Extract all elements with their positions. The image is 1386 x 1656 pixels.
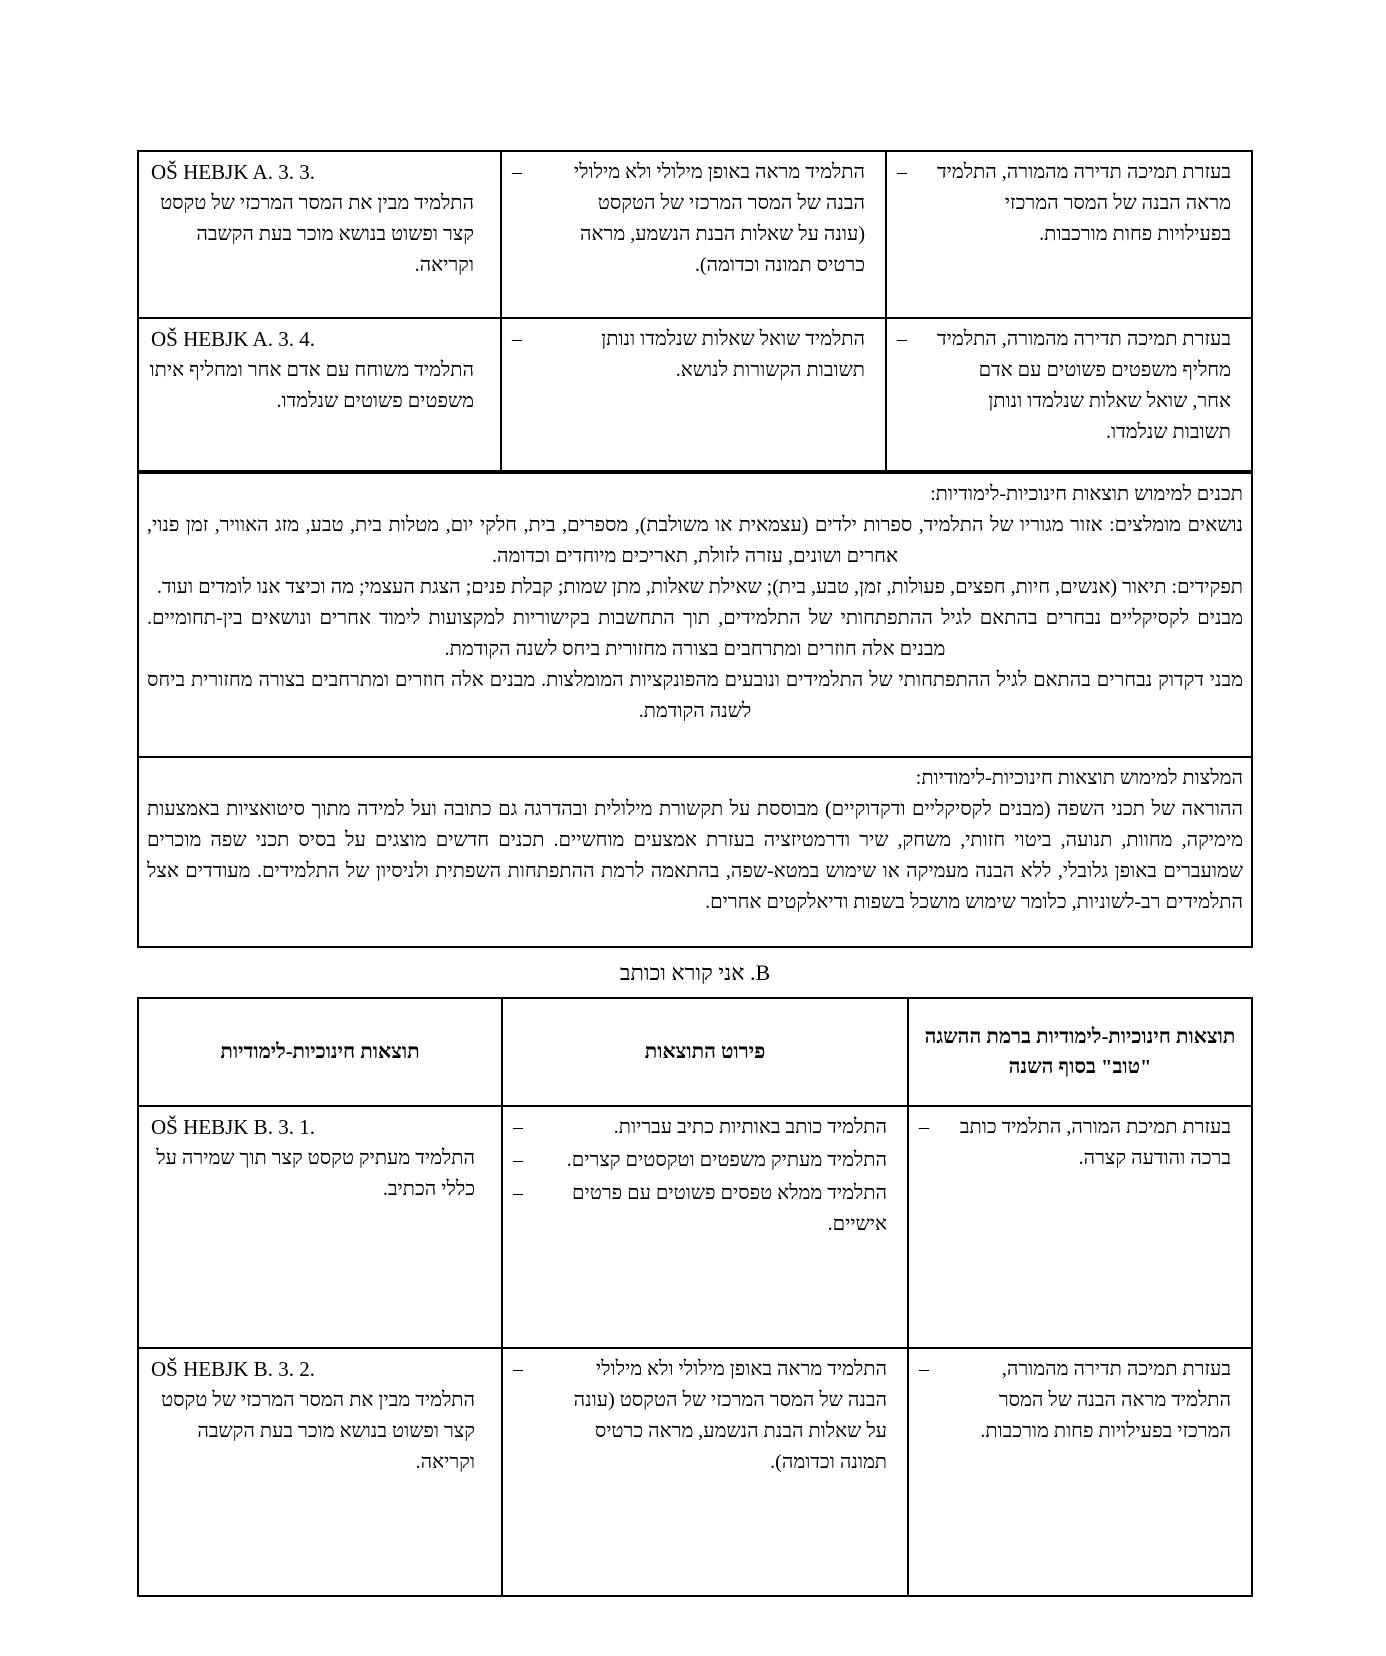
good-level-cell [907, 1107, 1251, 1347]
list-item [502, 155, 885, 281]
detail-text: התלמיד מעתיק משפטים וטקסטים קצרים. [566, 1149, 887, 1171]
details-cell [501, 1107, 907, 1347]
outcome-cell [139, 152, 500, 317]
contents-paragraph: מבני דקדוק נבחרים בהתאם לגיל ההתפתחותי של התלמידים ונובעים מהפונקציות המומלצות. מבנים אלה חוזרים ומתרחבים בצורה מחזורית ביחס לשנה הקודמת. [147, 669, 1243, 722]
column-header-outcomes: תוצאות חינוכיות-לימודיות [220, 1041, 420, 1063]
good-level-text: בעזרת תמיכה תדירה מהמורה, התלמיד מחליף משפטים פשוטים עם אדם אחר, שואל שאלות שנלמדו ונותן תשובות שנלמדו. [937, 328, 1231, 443]
dash-bullet: – [919, 1358, 929, 1380]
detail-text: התלמיד מראה באופן מילולי ולא מילולי הבנה של המסר המרכזי של הטקסט (עונה על שאלות הבנת הנשמע, מראה כרטיס תמונה וכדומה). [573, 1358, 887, 1473]
outcome-code: OŠ HEBJK A. 3. 4. [151, 327, 315, 351]
outcomes-table-b [137, 997, 1253, 1597]
recommendations-paragraph: ההוראה של תכני השפה (מבנים לקסיקליים ודקדוקיים) מבוססת על תקשורת מילולית ובהדרגה גם כתובה ועל למידה מתוך סיטואציות באמצעות מימיקה, מחוות, תנועה, ביטוי חזותי, משחק, שיר ודרמטיזציה בעזרת אמצעים מוחשיים. תכנים חדשים מוצגים על בסיס תכני שפה מוכרים שמועברים באופן גלובלי, ללא הבנה מעמיקה או שימוש במטא-שפה, בהתאמה לרמת ההתפתחות השפתית ולניסיון של התלמידים. מעודדים אצל התלמידים רב-לשוניות, כלומר שימוש מושכל בשפות ודיאלקטים אחרים. [147, 798, 1243, 913]
dash-bullet: – [513, 1182, 523, 1204]
dash-bullet: – [513, 1116, 523, 1138]
dash-bullet: – [512, 328, 522, 350]
good-level-text: בעזרת תמיכת המורה, התלמיד כותב ברכה והודעה קצרה. [959, 1116, 1231, 1169]
recommendations-heading: המלצות למימוש תוצאות חינוכיות-לימודיות: [915, 767, 1243, 789]
dash-bullet: – [513, 1149, 523, 1171]
dash-bullet: – [897, 161, 907, 183]
good-level-cell [907, 1349, 1251, 1595]
detail-text: התלמיד מראה באופן מילולי ולא מילולי הבנה של המסר המרכזי של הטקסט (עונה על שאלות הבנת הנשמע, מראה כרטיס תמונה וכדומה). [573, 161, 865, 276]
outcome-text: התלמיד מעתיק טקסט קצר תוך שמירה על כללי הכתיב. [156, 1147, 475, 1200]
good-level-text: בעזרת תמיכה תדירה מהמורה, התלמיד מראה הבנה של המסר המרכזי בפעילויות פחות מורכבות. [980, 1358, 1231, 1442]
table-header-row [139, 999, 1251, 1105]
outcome-cell [139, 1349, 501, 1595]
good-level-text: בעזרת תמיכה תדירה מהמורה, התלמיד מראה הבנה של המסר המרכזי בפעילויות פחות מורכבות. [937, 161, 1231, 245]
good-level-cell [885, 319, 1251, 470]
recommendations-section [139, 756, 1251, 946]
list-item [502, 322, 885, 386]
outcomes-table-a [137, 150, 1253, 948]
outcome-code: OŠ HEBJK B. 3. 1. [151, 1115, 315, 1139]
contents-heading: תכנים למימוש תוצאות חינוכיות-לימודיות: [930, 483, 1243, 505]
contents-section [139, 470, 1251, 756]
details-cell [501, 1349, 907, 1595]
dash-bullet: – [897, 328, 907, 350]
table-row-b31 [139, 1105, 1251, 1347]
list-item [887, 155, 1251, 250]
outcome-text: התלמיד משוחח עם אדם אחר ומחליף איתו משפטים פשוטים שנלמדו. [149, 359, 474, 412]
table-row-b32 [139, 1347, 1251, 1595]
detail-text: התלמיד ממלא טפסים פשוטים עם פרטים אישיים. [572, 1182, 887, 1235]
list-item [503, 1176, 907, 1240]
details-cell [500, 152, 885, 317]
column-header-details: פירוט התוצאות [501, 999, 907, 1105]
list-item [503, 1110, 907, 1143]
list-item [909, 1110, 1251, 1174]
list-item [909, 1352, 1251, 1447]
outcome-code: OŠ HEBJK A. 3. 3. [151, 160, 315, 184]
dash-bullet: – [919, 1116, 929, 1138]
list-item [503, 1352, 907, 1478]
outcome-code: OŠ HEBJK B. 3. 2. [151, 1357, 315, 1381]
outcome-text: התלמיד מבין את המסר המרכזי של טקסט קצר ופשוט בנושא מוכר בעת הקשבה וקריאה. [161, 1389, 475, 1473]
outcome-text: התלמיד מבין את המסר המרכזי של טקסט קצר ופשוט בנושא מוכר בעת הקשבה וקריאה. [160, 192, 474, 276]
good-level-cell [885, 152, 1251, 317]
outcome-cell [139, 1107, 501, 1347]
section-b-title: B. אני קורא וכותב [619, 959, 771, 985]
list-item [503, 1143, 907, 1176]
list-item [887, 322, 1251, 448]
outcome-cell [139, 319, 500, 470]
column-header-good-level: תוצאות חינוכיות-לימודיות ברמת ההשגה "טוב" בסוף השנה [907, 999, 1251, 1105]
dash-bullet: – [513, 1358, 523, 1380]
dash-bullet: – [512, 161, 522, 183]
contents-paragraph: תפקידים: תיאור (אנשים, חיות, חפצים, פעולות, זמן, טבע, בית); שאילת שאלות, מתן שמות; קבלת פנים; הצגת העצמי; מה וכיצד אנו לומדים ועוד. [156, 576, 1243, 598]
contents-paragraph: מבנים לקסיקליים נבחרים בהתאם לגיל ההתפתחותי של התלמידים, תוך התחשבות בקישוריות למקצועות לימוד אחרים ונושאים בין-תחומיים. מבנים אלה חוזרים ומתרחבים בצורה מחזורית ביחס לשנה הקודמת. [147, 607, 1243, 660]
detail-text: התלמיד שואל שאלות שנלמדו ונותן תשובות הקשורות לנושא. [601, 328, 865, 381]
contents-paragraph: נושאים מומלצים: אזור מגוריו של התלמיד, ספרות ילדים (עצמאית או משולבת), מספרים, בית, חלקי יום, מטלות בית, טבע, מזג האוויר, זמן פנוי, אחרים ושונים, עזרה לזולת, תאריכים מיוחדים וכדומה. [147, 514, 1243, 567]
detail-text: התלמיד כותב באותיות כתיב עבריות. [613, 1116, 887, 1138]
table-row-a33 [139, 152, 1251, 317]
table-row-a34 [139, 317, 1251, 470]
details-cell [500, 319, 885, 470]
